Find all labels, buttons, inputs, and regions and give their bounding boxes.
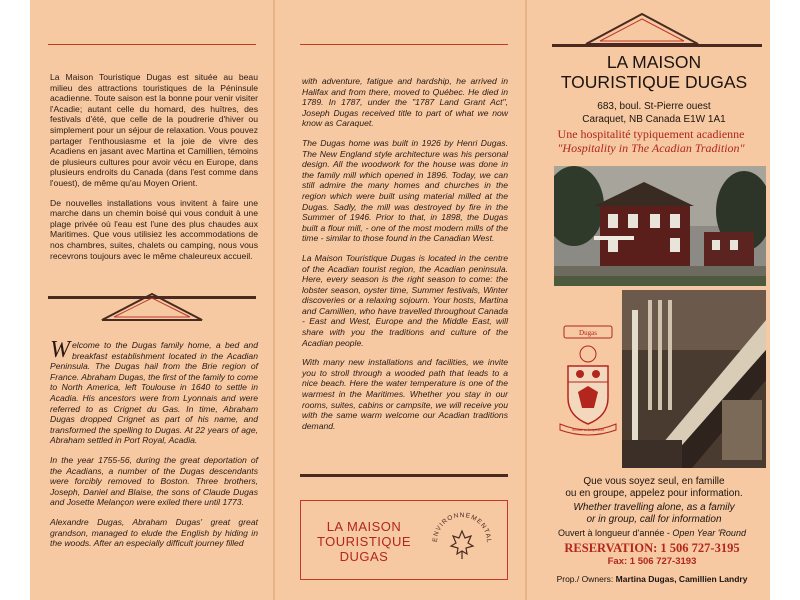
paragraph: In the year 1755-56, during the great deportation of the Acadians, a number of the Dugas descendants were forcibly removed to Boston. Three brothers, Joseph, Daniel and Blaise, the sons of Claude Dugas and Josette Melançon were exiled there until 1773.	[50, 454, 258, 508]
owners: Prop./ Owners: Martina Dugas, Camillien Landry	[556, 574, 748, 584]
fold-line	[525, 0, 527, 600]
panel-middle	[276, 0, 524, 600]
panel-right	[528, 0, 770, 600]
panel-left	[30, 0, 270, 600]
contact-invite: Que vous soyez seul, en famille ou en groupe, appelez pour information. Whether travelling alone, as a family or in group, call for information	[565, 476, 743, 525]
house-photo	[554, 166, 766, 286]
roof-ornament-icon	[584, 12, 700, 46]
drop-cap: W	[50, 337, 70, 363]
history-continued	[302, 76, 508, 440]
french-intro	[50, 72, 258, 270]
paragraph: The Dugas home was built in 1926 by Henri Dugas. The New England style architecture was his personal design. All the woodwork for the house was done in the family mill which opened in 1896. Today, we can still admire the many homes and churches in the region which were built using material milled at the Dugas. Sadly, the mill was destroyed by fire in the Summer of 1946. Prior to that, in 1898, the Dugas built a flour mill, - one of the most modern mills of the time - similar to those found in the Canadian West.	[302, 137, 508, 244]
paragraph: La Maison Touristique Dugas is located in the centre of the Acadian tourist region, the Acadian peninsula. Here, every season is the right season to come: the lobster season, oyster time, Summer festivals, Winter discoveries or a relaxing sojourn. Your hosts, Martina and Camillien, who have travelled throughout Canada - East and West, Europe and the Middle East, will share with you the traditions and culture of the Acadian people.	[302, 252, 508, 348]
paragraph: De nouvelles installations vous invitent à faire une marche dans un chemin boisé qui vous conduit à une plage privée où l'eau est l'une des plus chaudes aux Maritimes. Que vous utilisiez les accommodations de nos chambres, suites, chalets ou camping, nous vous recevrons toujours avec le même chaleureux accueil.	[50, 197, 258, 261]
svg-text:ENVIRONNEMENTAL	[432, 512, 492, 544]
maple-leaf-seal-icon	[429, 509, 495, 575]
fax-number: Fax: 1 506 727-3193	[607, 556, 697, 567]
address: 683, boul. St-Pierre ouest Caraquet, NB Canada E1W 1A1	[582, 101, 726, 125]
paragraph: Alexandre Dugas, Abraham Dugas' great great grandson, managed to elude the English by hiding in the woods. After an especially difficult journey filled	[50, 516, 258, 549]
brochure-sheet	[30, 0, 770, 600]
logo-box	[300, 500, 508, 580]
fold-line	[273, 0, 275, 600]
crest-motto: Amitié et hospitalité	[571, 427, 605, 432]
roof-ornament-icon	[100, 292, 204, 322]
logo-title: LA MAISON TOURISTIQUE DUGAS	[316, 519, 412, 564]
family-crest-icon	[556, 320, 620, 440]
crest-top: Dugas	[579, 329, 597, 337]
opening-hours: Ouvert à longueur d'année - Open Year 'Round	[558, 528, 746, 538]
divider-bar	[552, 44, 762, 47]
paragraph: Welcome to the Dugas family home, a bed and breakfast establishment located in the Acadian Peninsula. The Dugas hail from the Brie region of France. Abraham Dugas, the first of the family to come to North America, left Toulouse in 1640 to settle in Acadia. His ancestors were from Lyonnais and were referred to as Crignet du Gas. In time, Abraham Dugas dropped Crignet as part of his name, and transformed the spelling to Dugas. At 22 years of age, Abraham settled in Port Royal, Acadia.	[50, 337, 258, 446]
reservation-phone: RESERVATION: 1 506 727-3195	[564, 541, 740, 555]
paragraph: With many new installations and facilities, we invite you to stroll through a wooded path that leads to a nice beach. Here the water temperature is one of the warmest in the Maritimes. Whether you stay in our rooms, suites, cabins or campsite, we will receive you with the same warm welcome our Acadian traditions demand.	[302, 357, 508, 431]
seal-label: ENVIRONNEMENTAL	[431, 511, 493, 544]
page-title: LA MAISON TOURISTIQUE DUGAS	[560, 52, 748, 92]
top-rule	[300, 44, 508, 45]
divider-bar	[300, 474, 508, 477]
top-rule	[48, 44, 256, 45]
paragraph: with adventure, fatigue and hardship, he arrived in Halifax and from there, moved to Québec. He died in 1789. In 1787, under the "1787 Land Grant Act", Joseph Dugas received title to part of what we now know as Caraquet.	[302, 76, 508, 129]
slogan: Une hospitalité typiquement acadienne "Hospitality in The Acadian Tradition"	[557, 127, 745, 155]
interior-photo	[622, 290, 766, 468]
paragraph: La Maison Touristique Dugas est située au beau milieu des attractions touristiques de la Péninsule acadienne. Toute saison est la bonne pour venir visiter l'Acadie; autant celle du homard, des huîtres, des festivals d'été, que celle de la poudrerie d'hiver ou simplement pour un séjour de relaxation. Vous pouvez partager l'enthousiasme et la joie de vivre des Acadiens en jasant avec Martina et Camillien, témoins de plusieurs cultures pour avoir vécu en Europe, dans plusieurs endroits du Canada (dans l'est comme dans l'ouest), de même qu'au Moyen Orient.	[50, 72, 258, 188]
history-english	[50, 337, 258, 558]
